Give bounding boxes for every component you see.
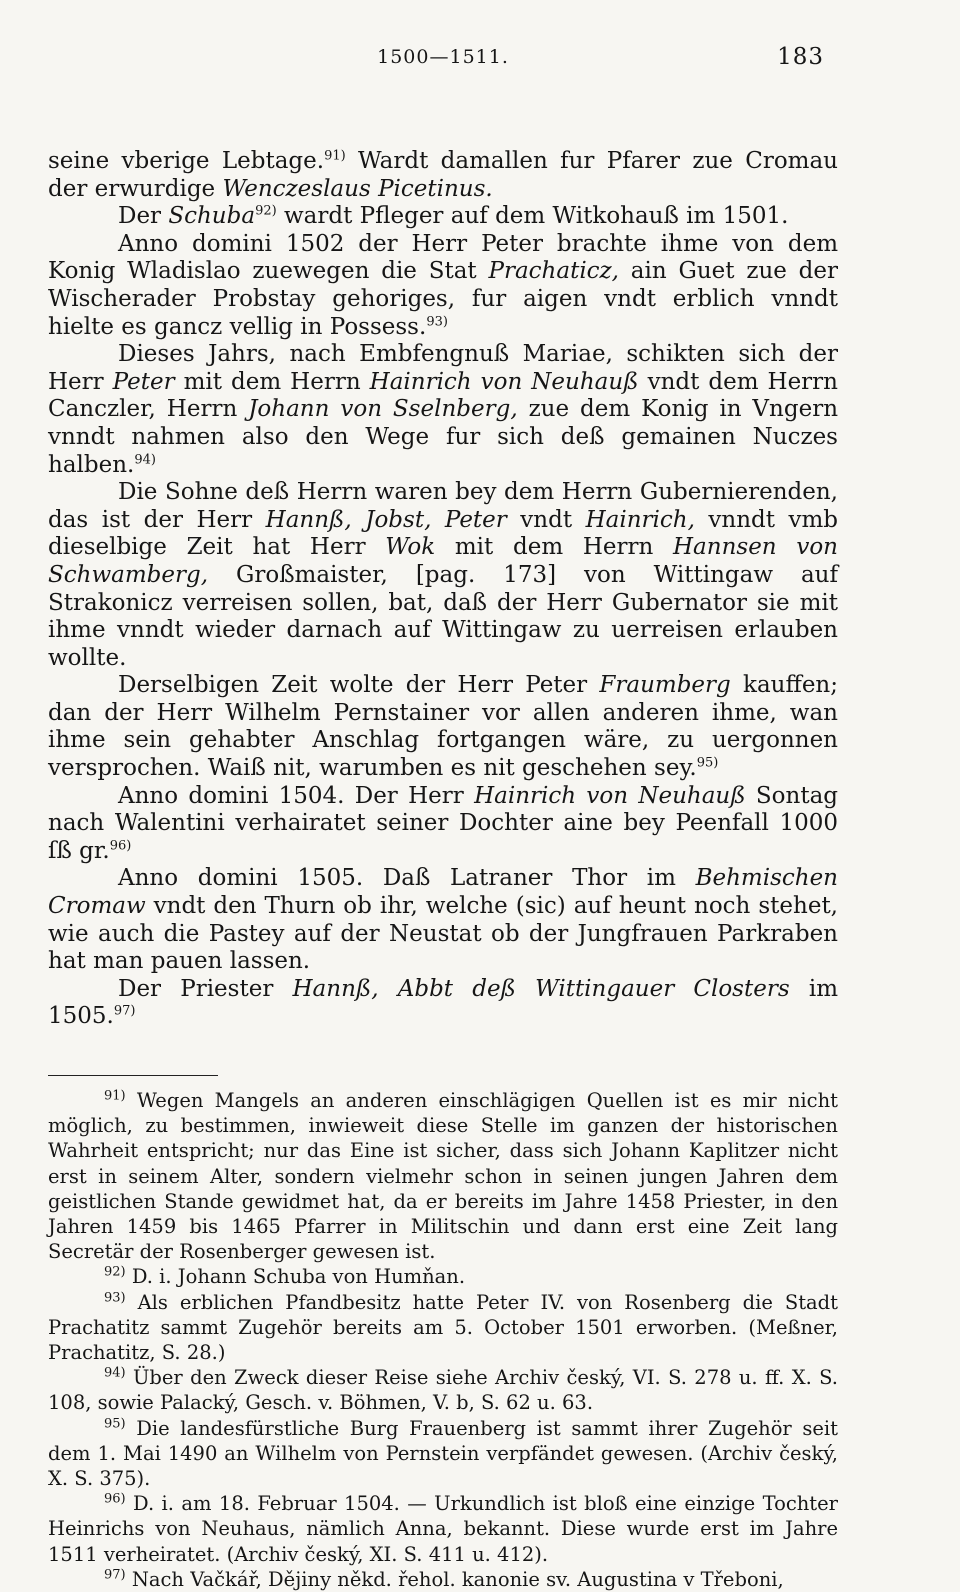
italic-name: Hannß, Jobst, Peter (265, 506, 507, 533)
footnote-reference: 94) (134, 451, 156, 467)
footnote-marker: 94) (104, 1365, 126, 1381)
italic-name: Prachaticz, (488, 258, 619, 285)
footnote-marker: 91) (104, 1088, 126, 1104)
text-run: Derselbigen Zeit wolte der Herr Peter (118, 672, 600, 699)
footnote-divider (48, 1075, 218, 1076)
text-run: mit dem Herrn (435, 534, 673, 561)
body-paragraph (48, 341, 838, 479)
footnote-text: Über den Zweck dieser Reise siehe Archiv český, VI. S. 278 u. ff. X. S. 108, sowie Palacký, Gesch. v. Böhmen, V. b, S. 62 u. 63. (48, 1366, 838, 1415)
footnotes (48, 1088, 838, 1592)
body-text (48, 148, 838, 1031)
body-paragraph (48, 231, 838, 341)
footnote-text: Als erblichen Pfandbesitz hatte Peter IV. von Rosenberg die Stadt Prachatitz sammt Zugehör bereits am 5. October 1501 erworben. (Meßner, Prachatitz, S. 28.) (48, 1290, 838, 1365)
footnote-reference: 97) (113, 1003, 136, 1019)
italic-name: Peter (112, 368, 175, 395)
text-run: zue dem Konig in Vngern vnndt nahmen also den Wege fur sich deß gemainen Nuczes halben. (48, 396, 839, 478)
footnote-reference: 96) (109, 838, 132, 854)
footnote (48, 1491, 838, 1567)
italic-name: Hannsen von Schwamberg, (48, 534, 838, 588)
footnote (48, 1567, 838, 1592)
footnote-marker: 96) (104, 1491, 126, 1507)
body-paragraph (48, 203, 838, 231)
footnote-text: D. i. am 18. Februar 1504. — Urkundlich ist bloß eine einzige Tochter Heinrichs von Neuhaus, nämlich Anna, bekannt. Diese wurde erst im Jahre 1511 verheiratet. (Archiv český, XI. S. 411 u. 412). (48, 1492, 838, 1566)
running-title: 1500—1511. (377, 46, 509, 68)
italic-name: Wok (385, 534, 436, 561)
italic-name: Wenczeslaus Picetinus. (222, 175, 493, 202)
footnote-marker: 92) (104, 1264, 126, 1280)
text-run: Der (118, 203, 169, 230)
italic-name: Johann von Sselnberg, (248, 396, 518, 423)
footnote-text: D. i. Johann Schuba von Humňan. (125, 1265, 466, 1289)
italic-name: Fraumberg (599, 672, 731, 699)
footnote-marker: 95) (104, 1416, 126, 1432)
footnote (48, 1290, 838, 1366)
page-header (48, 40, 838, 80)
footnote-reference: 93) (426, 313, 448, 329)
text-run: seine vberige Lebtage. (48, 148, 325, 174)
text-run: Anno domini 1502 der Herr Peter brachte ihme von dem Konig Wladislao zuewegen die Stat (48, 230, 838, 285)
text-run: vndt (506, 506, 586, 533)
page-number: 183 (777, 44, 824, 70)
footnote (48, 1088, 838, 1264)
italic-name: Schuba (168, 203, 256, 230)
text-run: vndt den Thurn ob ihr, welche (sic) auf heunt noch stehet, wie auch die Pastey auf der Neustat ob der Jungfrauen Parkraben hat man pauen lassen. (48, 893, 838, 975)
footnote-marker: 97) (104, 1567, 126, 1583)
body-paragraph (48, 865, 838, 975)
footnote (48, 1264, 838, 1289)
text-run: vndt dem Herrn Canczler, Herrn (48, 368, 838, 423)
italic-name: Hainrich von Neuhauß (369, 368, 639, 395)
footnote (48, 1416, 838, 1492)
text-run: wardt Pfleger auf dem Witkohauß im 1501. (276, 203, 789, 230)
text-run: mit dem Herrn (174, 368, 370, 395)
italic-name: Hannß, Abbt deß Wittingauer Closters (292, 975, 790, 1002)
body-paragraph (48, 672, 838, 782)
text-run: Anno domini 1505. Daß Latraner Thor im (118, 865, 696, 892)
text-run: ain Guet zue der Wischerader Probstay gehoriges, fur aigen vndt erblich vnndt hielte es gancz vellig in Possess. (48, 258, 839, 340)
body-paragraph (48, 976, 838, 1031)
text-run: Die Sohne deß Herrn waren bey dem Herrn Gubernierenden, das ist der Herr (48, 479, 838, 533)
footnote-marker: 93) (104, 1290, 126, 1306)
footnote-text: Nach Vačkář, Dějiny někd. řehol. kanonie sv. Augustina v Třeboni, (125, 1567, 784, 1591)
footnote-reference: 92) (255, 203, 277, 219)
footnote-reference: 95) (696, 755, 719, 771)
italic-name: Hainrich, (585, 506, 695, 533)
text-run: Dieses Jahrs, nach Embfengnuß Mariae, schikten sich der Herr (48, 341, 838, 395)
italic-name: Behmischen Cromaw (48, 865, 838, 920)
body-paragraph (48, 148, 838, 203)
text-run: Der Priester (118, 975, 293, 1002)
text-run: Sontag nach Walentini verhairatet seiner Dochter aine bey Peenfall 1000 ſß gr. (48, 782, 839, 864)
footnote-text: Die landesfürstliche Burg Frauenberg ist sammt ihrer Zugehör seit dem 1. Mai 1490 an Wilhelm von Pernstein verpfändet gewesen. (Archiv český, X. S. 375). (48, 1416, 838, 1491)
text-run: Wardt damallen fur Pfarer zue Cromau der erwurdige (48, 148, 838, 202)
text-run: vnndt vmb dieselbige Zeit hat Herr (48, 506, 839, 561)
footnote (48, 1365, 838, 1415)
italic-name: Hainrich von Neuhauß (474, 782, 746, 809)
text-run: im 1505. (48, 975, 839, 1030)
footnote-text: Wegen Mangels an anderen einschlägigen Quellen ist es mir nicht möglich, zu bestimmen, inwieweit diese Stelle im ganzen der historischen Wahrheit entspricht; nur das Eine ist sicher, dass sich Johann Kaplitzer nicht erst in seinem Alter, sondern vielmehr schon in seinen jungen Jahren dem geistlichen Stande gewidmet hat, da er bereits im Jahre 1458 Priester, in den Jahren 1459 bis 1465 Pfarrer in Militschin und dann erst eine Zeit lang Secretär der Rosenberger gewesen ist. (48, 1089, 838, 1264)
body-paragraph (48, 479, 838, 672)
text-run: Großmaister, [pag. 173] von Wittingaw auf Strakonicz verreisen sollen, bat, daß der Herr Gubernator sie mit ihme vnndt wieder darnach auf Wittingaw zu uerreisen erlauben wollte. (48, 561, 838, 671)
text-run: Anno domini 1504. Der Herr (118, 782, 475, 809)
text-run: kauffen; dan der Herr Wilhelm Pernstainer vor allen anderen ihme, wan ihme sein gehabter Anschlag fortgangen wäre, zu uergonnen versprochen. Waiß nit, warumben es nit geschehen sey. (48, 672, 838, 782)
body-paragraph (48, 783, 838, 866)
book-page (48, 40, 838, 1592)
footnote-reference: 91) (324, 148, 346, 164)
